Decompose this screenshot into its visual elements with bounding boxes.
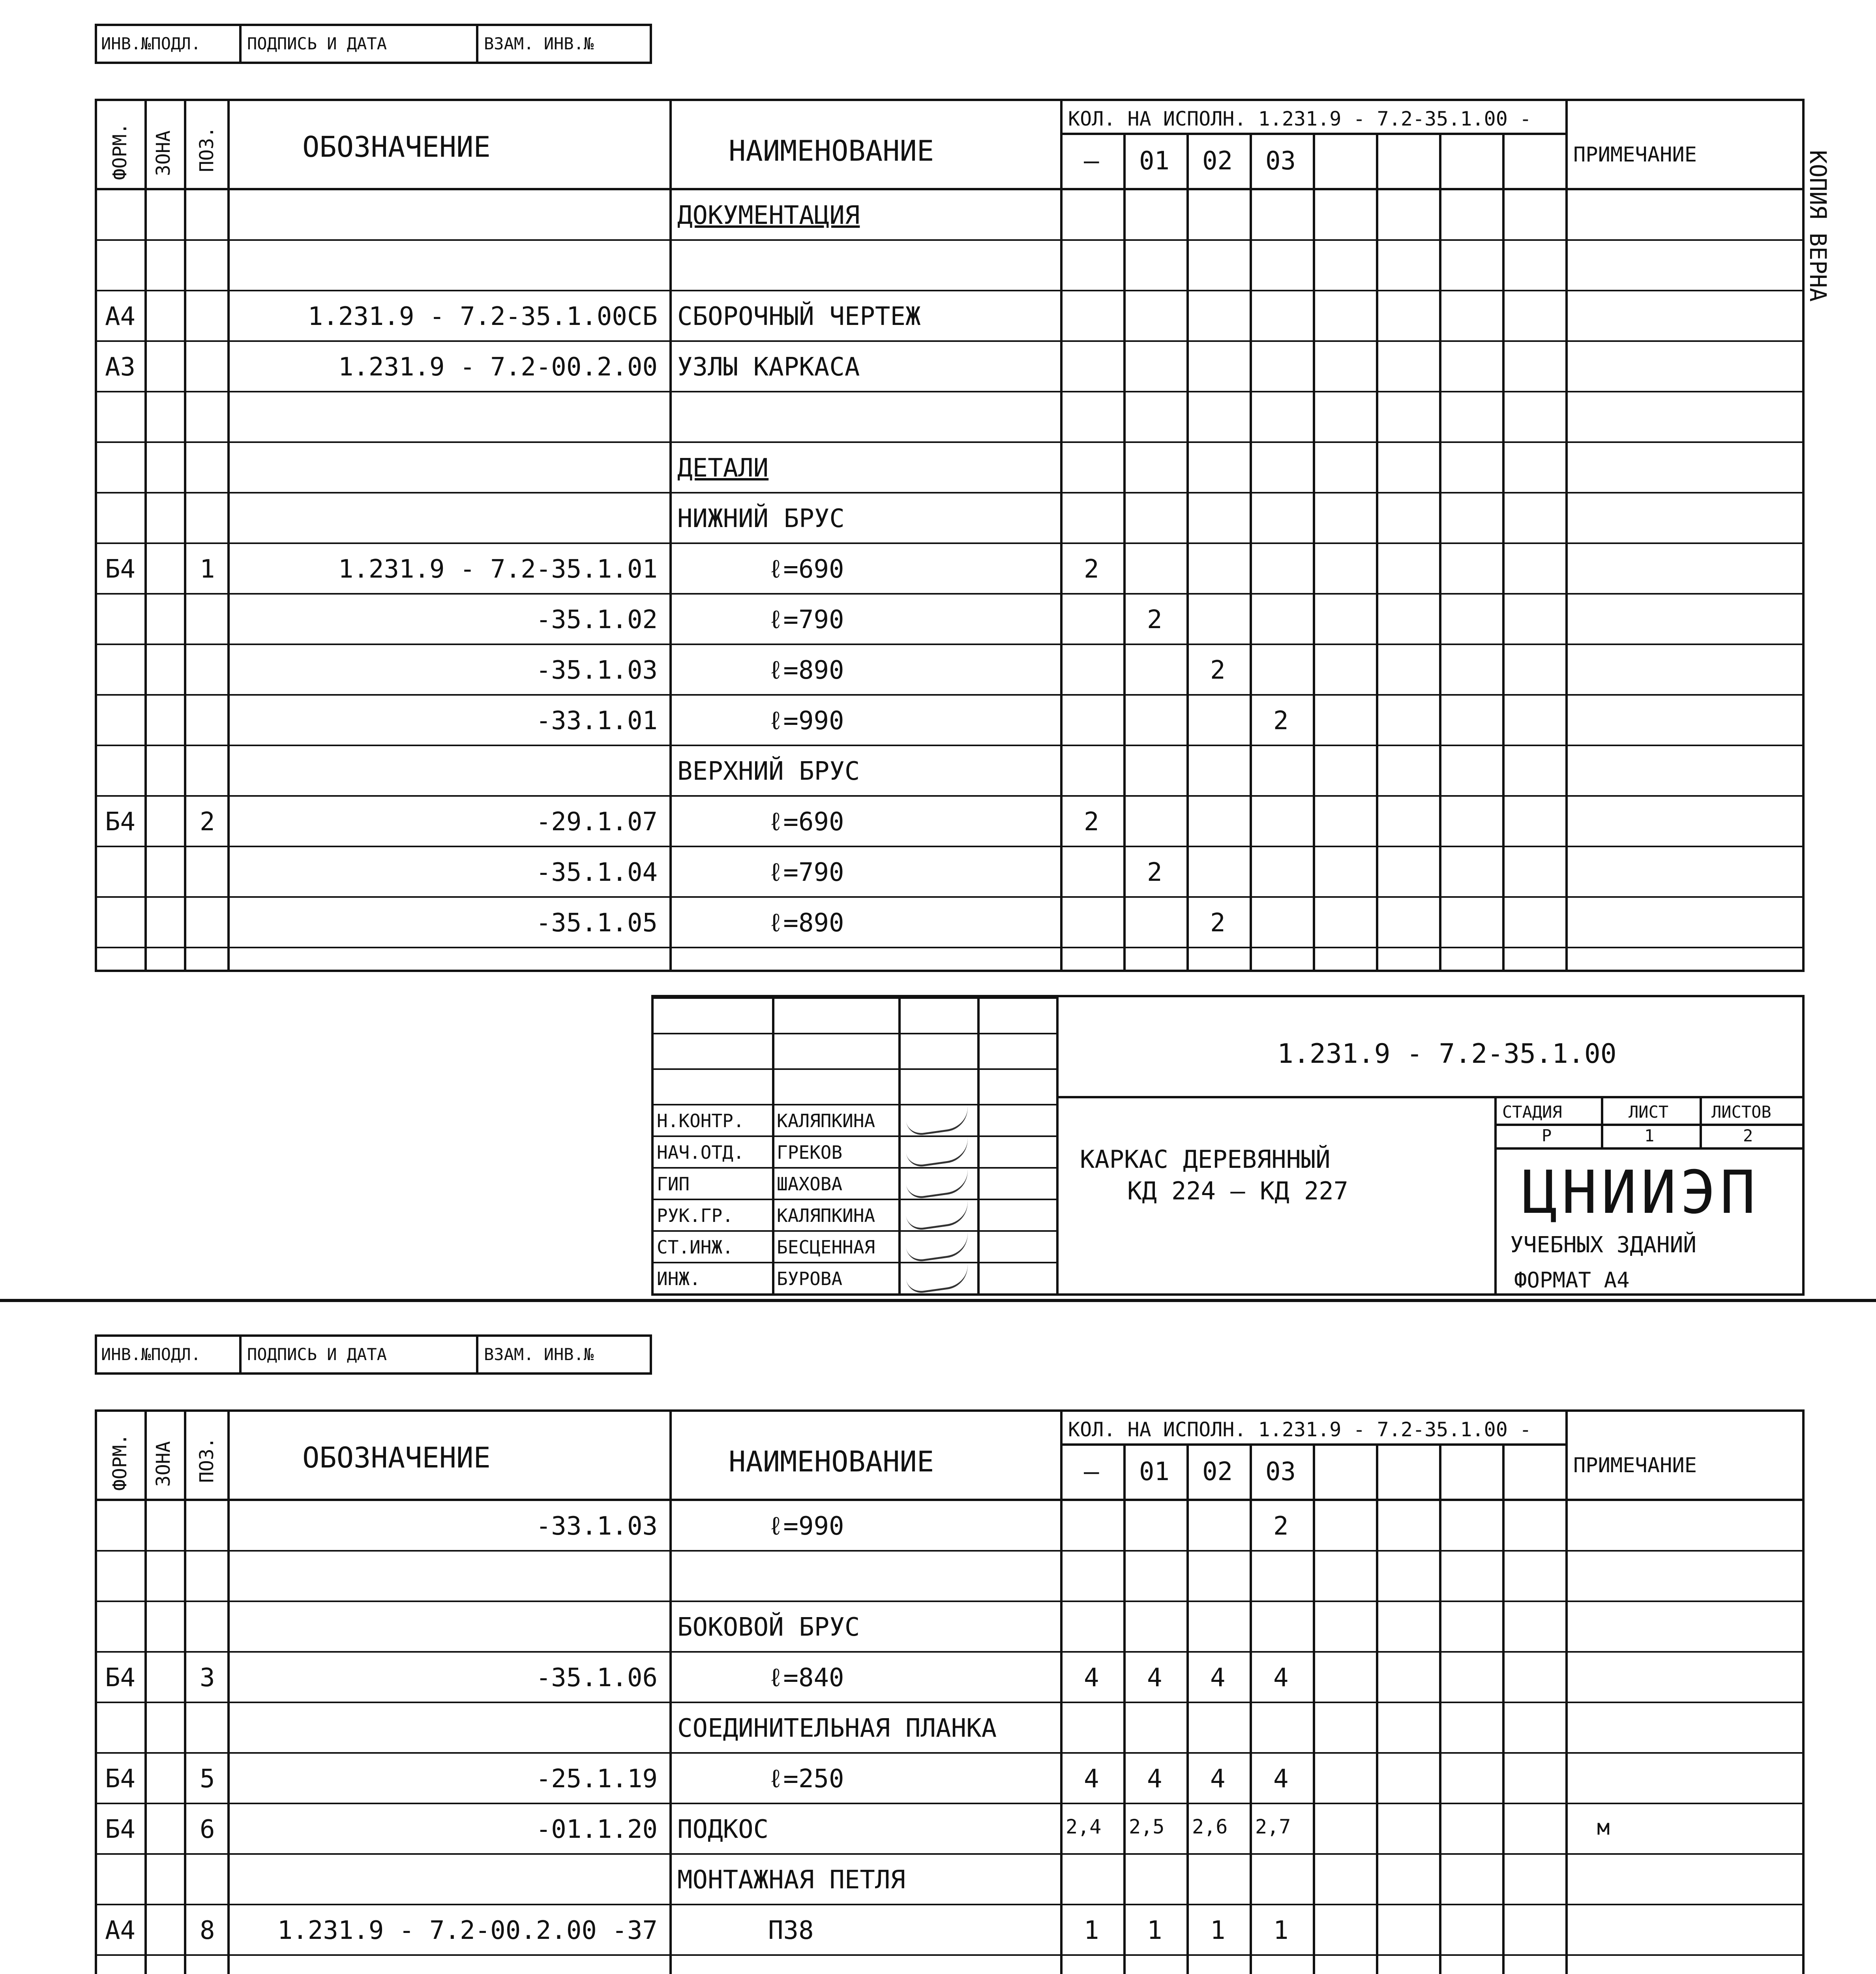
primechanie-cell: м bbox=[1597, 1815, 1610, 1840]
signer-name: ШАХОВА bbox=[777, 1173, 843, 1195]
oboznachenie-cell: 1.231.9 - 7.2-35.1.00СБ bbox=[307, 302, 658, 331]
signer-name: БЕСЦЕННАЯ bbox=[777, 1237, 875, 1258]
table-row bbox=[97, 696, 1802, 746]
poz-cell: 6 bbox=[200, 1815, 215, 1844]
table-row bbox=[97, 1552, 1802, 1602]
table-row bbox=[97, 1754, 1802, 1804]
oboznachenie-cell: -35.1.04 bbox=[536, 858, 658, 887]
header-zona: ЗОНА bbox=[152, 130, 174, 176]
qty-cell-1: 1 bbox=[1147, 1916, 1162, 1945]
table-row bbox=[97, 1956, 1802, 1974]
qty-cell-1: 4 bbox=[1147, 1764, 1162, 1794]
naimenovanie-cell: П38 bbox=[768, 1916, 814, 1945]
signer-role: ИНЖ. bbox=[657, 1268, 701, 1289]
naimenovanie-cell: ℓ=890 bbox=[768, 908, 844, 938]
qty-cell-1: 2 bbox=[1147, 858, 1162, 887]
qty-cell-3: 4 bbox=[1273, 1764, 1289, 1794]
poz-cell: 3 bbox=[200, 1663, 215, 1693]
qty-cell-0: 2 bbox=[1084, 807, 1099, 837]
poz-cell: 8 bbox=[200, 1916, 215, 1945]
header-variant-2-1: 01 bbox=[1139, 1457, 1170, 1486]
doc-number: 1.231.9 - 7.2-35.1.00 bbox=[1277, 1038, 1617, 1070]
list-value: 1 bbox=[1644, 1126, 1655, 1145]
naimenovanie-cell: ДОКУМЕНТАЦИЯ bbox=[677, 201, 860, 230]
signature-mark bbox=[905, 1136, 971, 1169]
format-label: ФОРМАТ А4 bbox=[1514, 1268, 1630, 1293]
org-name: ЦНИИЭП bbox=[1522, 1158, 1760, 1227]
form-cell: А4 bbox=[105, 1916, 136, 1945]
oboznachenie-cell: -35.1.06 bbox=[536, 1663, 658, 1693]
table-row bbox=[97, 443, 1802, 494]
form-cell: Б4 bbox=[105, 1663, 136, 1693]
naimenovanie-cell: ℓ=690 bbox=[768, 555, 844, 584]
oboznachenie-cell: -33.1.03 bbox=[536, 1512, 658, 1541]
podpis-data-label: ПОДПИСЬ И ДАТА bbox=[247, 34, 387, 53]
table-row bbox=[97, 1703, 1802, 1754]
signer-name: КАЛЯПКИНА bbox=[777, 1110, 875, 1131]
table-row bbox=[97, 1855, 1802, 1905]
side-stamp: КОПИЯ ВЕРНА bbox=[1805, 150, 1831, 302]
naimenovanie-cell: ВЕРХНИЙ БРУС bbox=[677, 757, 860, 786]
table-row bbox=[97, 847, 1802, 898]
form-cell: Б4 bbox=[105, 555, 136, 584]
qty-cell-3: 4 bbox=[1273, 1663, 1289, 1693]
top-strip-2 bbox=[95, 1334, 652, 1375]
signature-mark bbox=[905, 1167, 971, 1200]
naimenovanie-cell: НИЖНИЙ БРУС bbox=[677, 504, 845, 533]
qty-cell-2: 2,6 bbox=[1192, 1815, 1228, 1838]
table-row bbox=[97, 494, 1802, 544]
table-row bbox=[97, 898, 1802, 948]
header-variant-3: 03 bbox=[1265, 146, 1296, 176]
naimenovanie-cell: ℓ=790 bbox=[768, 605, 844, 634]
table-row bbox=[97, 392, 1802, 443]
qty-cell-0: 4 bbox=[1084, 1764, 1099, 1794]
table-row bbox=[97, 342, 1802, 392]
title-line-1: КАРКАС ДЕРЕВЯННЫЙ bbox=[1080, 1145, 1331, 1174]
qty-cell-2: 4 bbox=[1210, 1764, 1226, 1794]
header-kol-2: КОЛ. НА ИСПОЛН. 1.231.9 - 7.2-35.1.00 - bbox=[1068, 1418, 1531, 1441]
signature-mark bbox=[905, 1104, 971, 1137]
header-naimenovanie: НАИМЕНОВАНИЕ bbox=[729, 134, 934, 167]
poz-cell: 2 bbox=[200, 807, 215, 837]
naimenovanie-cell: ПОДКОС bbox=[677, 1815, 769, 1844]
naimenovanie-cell: ℓ=250 bbox=[768, 1764, 844, 1794]
table-row bbox=[97, 1804, 1802, 1855]
header-primechanie: ПРИМЕЧАНИЕ bbox=[1573, 143, 1697, 167]
org-sub: УЧЕБНЫХ ЗДАНИЙ bbox=[1510, 1232, 1697, 1258]
podpis-data-label-2: ПОДПИСЬ И ДАТА bbox=[247, 1345, 387, 1364]
oboznachenie-cell: -35.1.02 bbox=[536, 605, 658, 634]
rows-sheet-2 bbox=[97, 1501, 1802, 1974]
signer-role: Н.КОНТР. bbox=[657, 1110, 744, 1131]
qty-cell-1: 2,5 bbox=[1129, 1815, 1165, 1838]
qty-cell-2: 2 bbox=[1210, 908, 1226, 938]
table-row bbox=[97, 1602, 1802, 1653]
header-variant-2-3: 03 bbox=[1265, 1457, 1296, 1486]
signer-name: БУРОВА bbox=[777, 1268, 843, 1289]
naimenovanie-cell: БОКОВОЙ БРУС bbox=[677, 1613, 860, 1642]
oboznachenie-cell: 1.231.9 - 7.2-00.2.00 -37 bbox=[277, 1916, 658, 1945]
qty-cell-0: 2 bbox=[1084, 555, 1099, 584]
listov-label: ЛИСТОВ bbox=[1711, 1102, 1771, 1122]
signer-role: НАЧ.ОТД. bbox=[657, 1142, 744, 1163]
rows-sheet-1 bbox=[97, 190, 1802, 938]
signature-mark bbox=[905, 1231, 971, 1263]
table-row bbox=[97, 1653, 1802, 1703]
table-row bbox=[97, 746, 1802, 797]
poz-cell: 5 bbox=[200, 1764, 215, 1794]
signer-name: ГРЕКОВ bbox=[777, 1142, 843, 1163]
oboznachenie-cell: -01.1.20 bbox=[536, 1815, 658, 1844]
vzam-inv-label-2: ВЗАМ. ИНВ.№ bbox=[484, 1345, 594, 1364]
table-row bbox=[97, 1501, 1802, 1552]
signers-table bbox=[654, 997, 1056, 1293]
oboznachenie-cell: -35.1.05 bbox=[536, 908, 658, 938]
signer-role: ГИП bbox=[657, 1173, 690, 1195]
spec-table-1 bbox=[95, 99, 1805, 972]
header-zona-2: ЗОНА bbox=[152, 1441, 174, 1487]
header-oboznachenie-2: ОБОЗНАЧЕНИЕ bbox=[302, 1441, 491, 1474]
form-cell: А4 bbox=[105, 302, 136, 331]
qty-cell-1: 2 bbox=[1147, 605, 1162, 634]
oboznachenie-cell: -33.1.01 bbox=[536, 706, 658, 736]
vzam-inv-label: ВЗАМ. ИНВ.№ bbox=[484, 34, 594, 53]
qty-cell-2: 4 bbox=[1210, 1663, 1226, 1693]
sheet-2 bbox=[0, 1311, 1876, 1974]
header-form-2: ФОРМ. bbox=[109, 1434, 131, 1491]
signer-role: РУК.ГР. bbox=[657, 1205, 733, 1226]
qty-cell-0: 4 bbox=[1084, 1663, 1099, 1693]
naimenovanie-cell: ДЕТАЛИ bbox=[677, 454, 769, 483]
listov-value: 2 bbox=[1743, 1126, 1753, 1145]
table-row bbox=[97, 291, 1802, 342]
qty-cell-3: 2,7 bbox=[1255, 1815, 1291, 1838]
qty-cell-1: 4 bbox=[1147, 1663, 1162, 1693]
header-form: ФОРМ. bbox=[109, 123, 131, 180]
header-oboznachenie: ОБОЗНАЧЕНИЕ bbox=[302, 130, 491, 163]
header-poz-2: ПОЗ. bbox=[196, 1437, 218, 1483]
form-cell: Б4 bbox=[105, 1815, 136, 1844]
oboznachenie-cell: -25.1.19 bbox=[536, 1764, 658, 1794]
naimenovanie-cell: ℓ=690 bbox=[768, 807, 844, 837]
naimenovanie-cell: ℓ=890 bbox=[768, 656, 844, 685]
poz-cell: 1 bbox=[200, 555, 215, 584]
form-cell: Б4 bbox=[105, 1764, 136, 1794]
signer-role: СТ.ИНЖ. bbox=[657, 1237, 733, 1258]
naimenovanie-cell: ℓ=790 bbox=[768, 858, 844, 887]
naimenovanie-cell: СОЕДИНИТЕЛЬНАЯ ПЛАНКА bbox=[677, 1714, 997, 1743]
form-cell: Б4 bbox=[105, 807, 136, 837]
header-variant-2: 02 bbox=[1202, 146, 1233, 176]
title-line-2: КД 224 — КД 227 bbox=[1127, 1177, 1348, 1205]
header-variant-2-2: 02 bbox=[1202, 1457, 1233, 1486]
signature-mark bbox=[905, 1262, 971, 1295]
header-naimenovanie-2: НАИМЕНОВАНИЕ bbox=[729, 1445, 934, 1478]
sheet-separator bbox=[0, 1299, 1876, 1302]
table-row bbox=[97, 241, 1802, 291]
list-label: ЛИСТ bbox=[1629, 1102, 1669, 1122]
table-row bbox=[97, 190, 1802, 241]
stadiya-value: Р bbox=[1542, 1126, 1552, 1145]
stadiya-label: СТАДИЯ bbox=[1502, 1102, 1562, 1122]
table-row bbox=[97, 645, 1802, 696]
qty-cell-0: 1 bbox=[1084, 1916, 1099, 1945]
signer-name: КАЛЯПКИНА bbox=[777, 1205, 875, 1226]
header-variant-1: 01 bbox=[1139, 146, 1170, 176]
oboznachenie-cell: -29.1.07 bbox=[536, 807, 658, 837]
qty-cell-3: 2 bbox=[1273, 706, 1289, 736]
naimenovanie-cell: СБОРОЧНЫЙ ЧЕРТЕЖ bbox=[677, 302, 921, 331]
inv-podl-label: ИНВ.№ПОДЛ. bbox=[101, 34, 201, 53]
inv-podl-label-2: ИНВ.№ПОДЛ. bbox=[101, 1345, 201, 1364]
qty-cell-0: 2,4 bbox=[1066, 1815, 1102, 1838]
header-variant-0: — bbox=[1084, 146, 1099, 176]
oboznachenie-cell: -35.1.03 bbox=[536, 656, 658, 685]
qty-cell-3: 1 bbox=[1273, 1916, 1289, 1945]
naimenovanie-cell: ℓ=840 bbox=[768, 1663, 844, 1693]
title-block-1 bbox=[651, 995, 1805, 1296]
signature-mark bbox=[905, 1199, 971, 1232]
oboznachenie-cell: 1.231.9 - 7.2-00.2.00 bbox=[338, 353, 658, 382]
header-primechanie-2: ПРИМЕЧАНИЕ bbox=[1573, 1454, 1697, 1477]
header-poz: ПОЗ. bbox=[196, 126, 218, 172]
table-row bbox=[97, 595, 1802, 645]
top-strip bbox=[95, 24, 652, 64]
qty-cell-3: 2 bbox=[1273, 1512, 1289, 1541]
naimenovanie-cell: ℓ=990 bbox=[768, 706, 844, 736]
header-variant-2-0: — bbox=[1084, 1457, 1099, 1486]
naimenovanie-cell: УЗЛЫ КАРКАСА bbox=[677, 353, 860, 382]
form-cell: А3 bbox=[105, 353, 136, 382]
table-row bbox=[97, 1905, 1802, 1956]
qty-cell-2: 2 bbox=[1210, 656, 1226, 685]
header-kol: КОЛ. НА ИСПОЛН. 1.231.9 - 7.2-35.1.00 - bbox=[1068, 107, 1531, 130]
table-row bbox=[97, 797, 1802, 847]
naimenovanie-cell: ℓ=990 bbox=[768, 1512, 844, 1541]
oboznachenie-cell: 1.231.9 - 7.2-35.1.01 bbox=[338, 555, 658, 584]
table-row bbox=[97, 544, 1802, 595]
spec-table-2 bbox=[95, 1409, 1805, 1974]
qty-cell-2: 1 bbox=[1210, 1916, 1226, 1945]
naimenovanie-cell: МОНТАЖНАЯ ПЕТЛЯ bbox=[677, 1865, 905, 1895]
